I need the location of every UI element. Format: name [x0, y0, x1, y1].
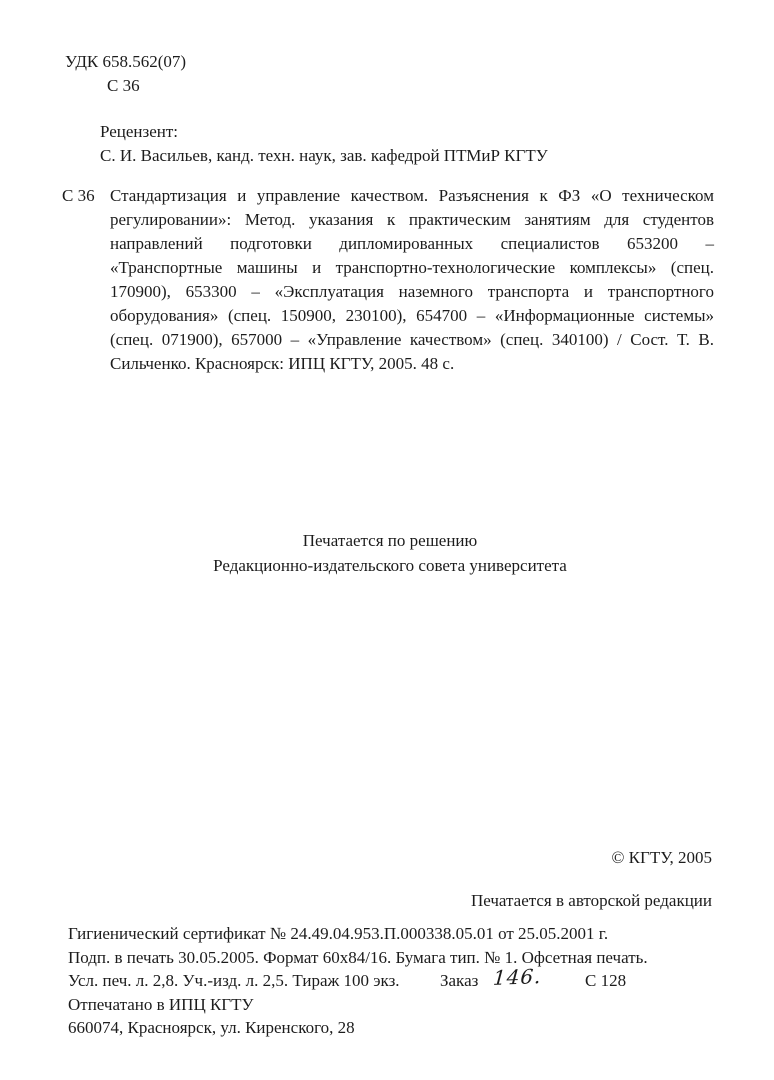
edition-note: Печатается в авторской редакции: [470, 891, 712, 910]
decision-block: [0, 528, 774, 578]
copyright-notice: © КГТУ, 2005: [611, 848, 712, 867]
imprint-block: [68, 922, 748, 1040]
volume-info: Усл. печ. л. 2,8. Уч.-изд. л. 2,5. Тираж 100 экз.: [68, 971, 400, 990]
reviewer-label: Рецензент:: [100, 122, 179, 141]
udk-block: [65, 50, 186, 98]
reviewer-block: [100, 120, 548, 168]
udk-number: УДК 658.562(07): [65, 52, 187, 71]
decision-line-1: Печатается по решению: [302, 531, 478, 550]
publisher-address-line: 660074, Красноярск, ул. Киренского, 28: [68, 1018, 355, 1037]
sheet-code: С 128: [585, 971, 627, 990]
udk-author-code: С 36: [107, 76, 140, 95]
annotation-code: С 36: [62, 186, 95, 205]
hygiene-certificate-line: Гигиенический сертификат № 24.49.04.953.П.000338.05.01 от 25.05.2001 г.: [68, 924, 609, 943]
print-info-line: Подп. в печать 30.05.2005. Формат 60х84/16. Бумага тип. № 1. Офсетная печать.: [68, 947, 648, 967]
reviewer-name: С. И. Васильев, канд. техн. наук, зав. кафедрой ПТМиР КГТУ: [100, 146, 548, 165]
volume-order-line: [68, 964, 748, 993]
order-label: Заказ: [440, 971, 479, 990]
order-number-handwritten: 146.: [492, 964, 543, 990]
printed-at-line: Отпечатано в ИПЦ КГТУ: [68, 994, 254, 1014]
decision-line-2: Редакционно-издательского совета университета: [213, 556, 567, 575]
annotation-text: Стандартизация и управление качеством. Разъяснения к ФЗ «О техническом регулировании»: Метод. указания к практическим занятиям для студентов направлений подготовки дипломированных специалистов 653200 – «Транспортные машины и транспортно-технологические комплексы» (спец. 170900), 653300 – «Эксплуатация наземного транспорта и транспортного оборудования» (спец. 150900, 230100), 654700 – «Информационные системы» (спец. 071900), 657000 – «Управление качеством» (спец. 340100) / Сост. Т. В. Сильченко. Красноярск: ИПЦ КГТУ, 2005. 48 с.: [110, 186, 714, 373]
